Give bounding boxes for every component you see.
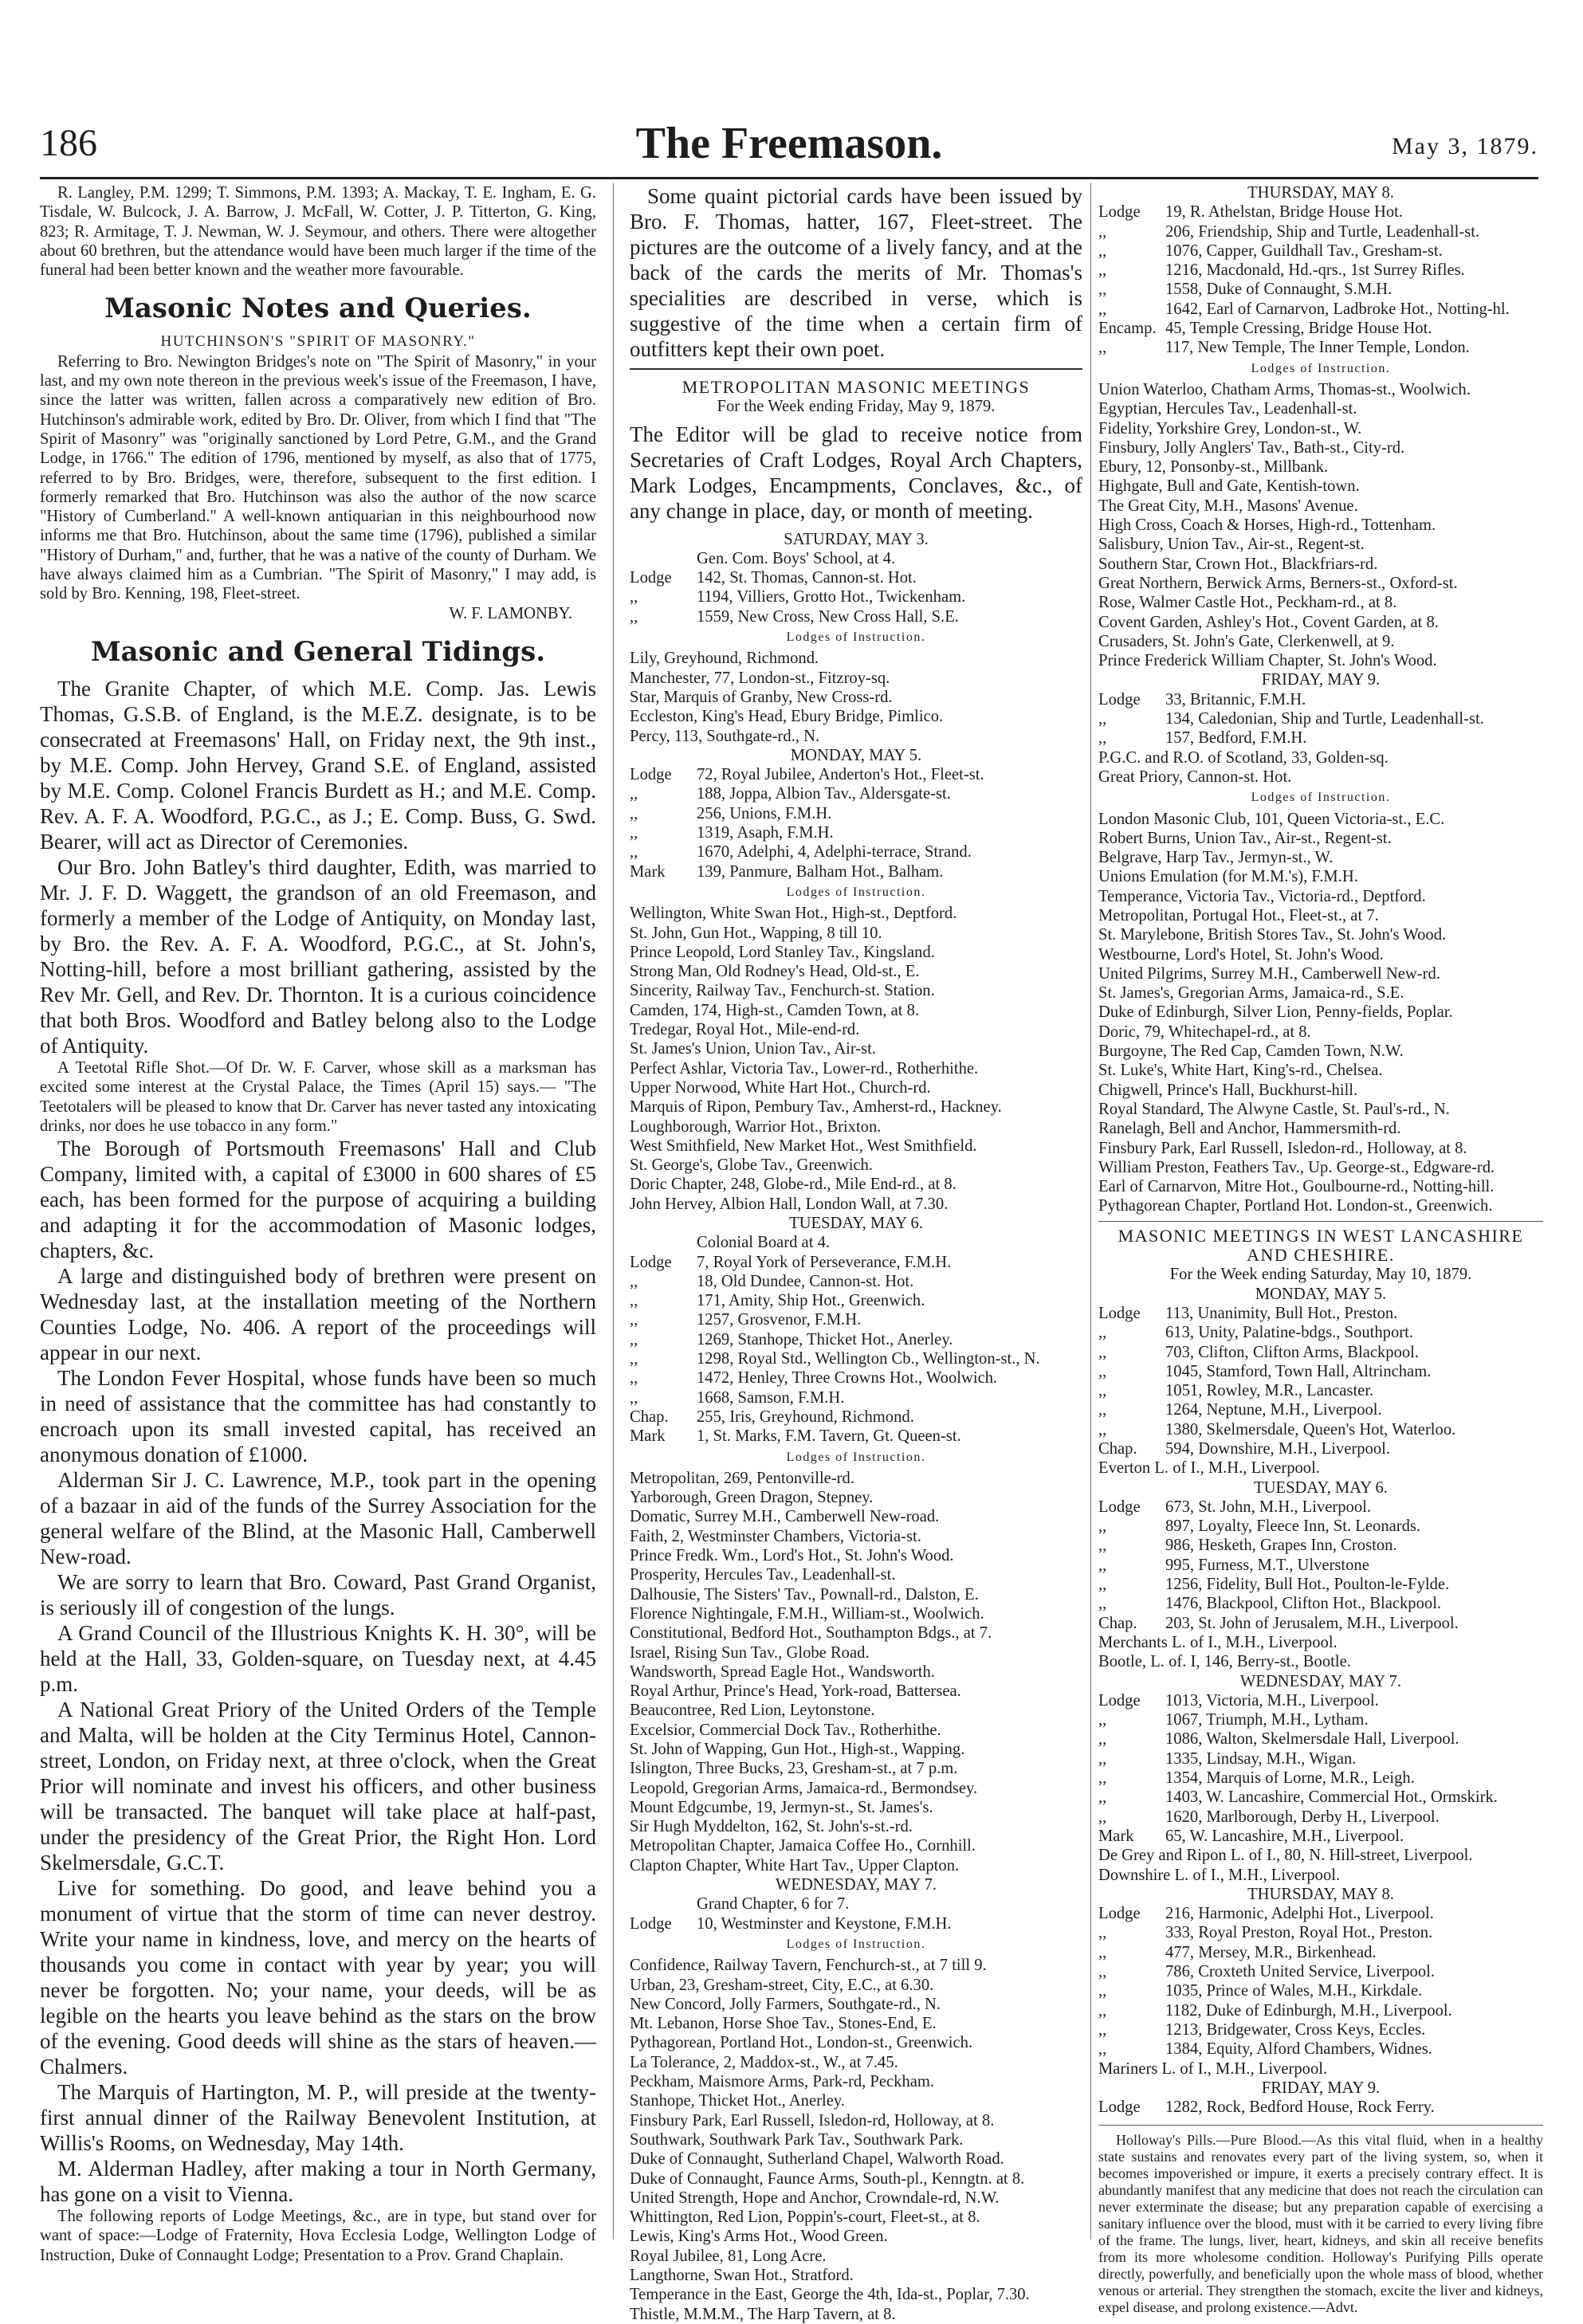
instruction-line: Marquis of Ripon, Pembury Tav., Amherst-rd., Hackney. — [630, 1098, 1002, 1117]
meeting-line: ,, 1257, Grosvenor, F.M.H. — [630, 1311, 862, 1329]
meeting-line: Mark 1, St. Marks, F.M. Tavern, Gt. Queen-st. — [630, 1427, 961, 1446]
instruction-line: Langthorne, Swan Hot., Stratford. — [630, 2267, 854, 2285]
meeting-line: ,, 171, Amity, Ship Hot., Greenwich. — [630, 1292, 925, 1310]
instruction-line: Stanhope, Thicket Hot., Anerley. — [630, 2092, 845, 2110]
meeting-line: ,, 477, Mersey, M.R., Birkenhead. — [1098, 1943, 1377, 1961]
meeting-line: Gen. Com. Boys' School, at 4. — [697, 549, 896, 567]
instruction-line: Metropolitan Chapter, Jamaica Coffee Ho., Cornhill. — [630, 1837, 976, 1855]
instruction-line: Southwark, Southwark Park Tav., Southwark Park. — [630, 2130, 964, 2149]
instruction-line: Crusaders, St. John's Gate, Clerkenwell, at 9. — [1098, 632, 1395, 650]
instruction-line: Finsbury, Jolly Anglers' Tav., Bath-st., City-rd. — [1098, 438, 1405, 457]
instruction-line: Perfect Ashlar, Victoria Tav., Lower-rd., Rotherhithe. — [630, 1059, 979, 1078]
instruction-line: William Preston, Feathers Tav., Up. George-st., Edgware-rd. — [1098, 1158, 1495, 1176]
meeting-line: ,, 1045, Stamford, Town Hall, Altrincham. — [1098, 1362, 1432, 1380]
meeting-line: ,, 786, Croxteth United Service, Liverpool. — [1098, 1963, 1436, 1981]
instruction-line: Earl of Carnarvon, Mitre Hot., Goulbourne-rd., Notting-hill. — [1098, 1178, 1495, 1196]
instruction-line: Covent Garden, Ashley's Hot., Covent Garden, at 8. — [1098, 613, 1439, 631]
article-heading-hutchinson: HUTCHINSON'S "SPIRIT OF MASONRY." — [160, 333, 476, 351]
meeting-line: ,, 157, Bedford, F.M.H. — [1098, 729, 1307, 748]
instruction-line: Ranelagh, Bell and Anchor, Hammersmith-rd. — [1098, 1120, 1401, 1138]
lancashire-meetings-heading: MASONIC MEETINGS IN WEST LANCASHIRE AND CHESHIRE. — [1118, 1225, 1524, 1266]
meeting-line: ,, 1670, Adelphi, 4, Adelphi-terrace, Strand. — [630, 843, 972, 862]
instruction-line: Lewis, King's Arms Hot., Wood Green. — [630, 2228, 888, 2246]
instruction-line: Finsbury Park, Earl Russell, Isledon-rd, Holloway, at 8. — [630, 2111, 995, 2130]
meeting-line: Merchants L. of I., M.H., Liverpool. — [1098, 1633, 1337, 1651]
news-item: M. Alderman Hadley, after making a tour in North Germany, has gone on a visit to Vienna. — [40, 2157, 596, 2207]
instruction-line: Duke of Edinburgh, Silver Lion, Penny-fields, Poplar. — [1098, 1003, 1453, 1022]
news-item: The Granite Chapter, of which M.E. Comp. Jas. Lewis Thomas, G.S.B. of England, is the M.E.Z. designate, is to be consecrated at Freemasons' Hall, on Friday next, the 9th inst., by M.E. Comp. John Hervey, Grand S.E. of England, assisted by M.E. Comp. Colonel Francis Burdett as H.; and M.E. Comp. Rev. A. F. A. Woodford, P.G.C., as J.; E. Comp. Buss, G. Swd. Bearer, will act as Director of Ceremonies. — [40, 676, 596, 854]
instruction-line: New Concord, Jolly Farmers, Southgate-rd., N. — [630, 1995, 941, 2013]
meeting-line: ,, 1216, Macdonald, Hd.-qrs., 1st Surrey Rifles. — [1098, 261, 1465, 280]
day-heading: FRIDAY, MAY 9. — [1261, 2079, 1381, 2097]
meeting-line: Great Priory, Cannon-st. Hot. — [1098, 767, 1292, 786]
meeting-line: Encamp. 45, Temple Cressing, Bridge House Hot. — [1098, 320, 1432, 338]
news-item: Our Bro. John Batley's third daughter, Edith, was married to Mr. J. F. D. Waggett, the grandson of an old Freemason, and formerly a member of the Lodge of Antiquity, on Monday last, by Bro. the Rev. A. F. A. Woodford, P.G.C., at St. John's, Notting-hill, before a most brilliant gathering, assisted by the Rev Mr. Gell, and Rev. Dr. Thornton. It is a curious coincidence that both Bros. Woodford and Batley belong also to the Lodge of Antiquity. — [40, 854, 596, 1058]
meeting-line: ,, 1269, Stanhope, Thicket Hot., Anerley. — [630, 1330, 953, 1348]
meeting-line: Chap. 594, Downshire, M.H., Liverpool. — [1098, 1440, 1390, 1458]
instruction-line: Southern Star, Crown Hot., Blackfriars-rd. — [1098, 555, 1378, 573]
instruction-line: Faith, 2, Westminster Chambers, Victoria-st. — [630, 1527, 921, 1545]
instruction-line: Prince Frederick William Chapter, St. John's Wood. — [1098, 652, 1437, 670]
instruction-line: Finsbury Park, Earl Russell, Isledon-rd., Holloway, at 8. — [1098, 1139, 1467, 1157]
meeting-line: ,, 986, Hesketh, Grapes Inn, Croston. — [1098, 1537, 1397, 1555]
instruction-line: Robert Burns, Union Tav., Air-st., Regent-st. — [1098, 829, 1392, 847]
instruction-subheading: Lodges of Instruction. — [786, 885, 926, 899]
meeting-line: ,, 117, New Temple, The Inner Temple, London. — [1098, 339, 1470, 357]
meeting-line: ,, 18, Old Dundee, Cannon-st. Hot. — [630, 1272, 914, 1290]
instruction-line: Domatic, Surrey M.H., Camberwell New-road. — [630, 1508, 940, 1526]
instruction-line: Doric Chapter, 248, Globe-rd., Mile End-rd., at 8. — [630, 1176, 956, 1194]
meeting-line: ,, 256, Unions, F.M.H. — [630, 804, 832, 822]
article-signature: W. F. LAMONBY. — [449, 604, 572, 622]
meeting-line: ,, 1051, Rowley, M.R., Lancaster. — [1098, 1382, 1374, 1400]
news-item: The London Fever Hospital, whose funds have been so much in need of assistance that the committee has had constantly to encroach upon its small invested capital, has received an anonymous donation of £1000. — [40, 1366, 596, 1467]
instruction-line: Wandsworth, Spread Eagle Hot., Wandsworth. — [630, 1663, 935, 1681]
instruction-line: Prosperity, Hercules Tav., Leadenhall-st. — [630, 1566, 896, 1584]
meeting-line: ,, 206, Friendship, Ship and Turtle, Leadenhall-st. — [1098, 222, 1480, 241]
meeting-line: ,, 1335, Lindsay, M.H., Wigan. — [1098, 1749, 1357, 1768]
column-right — [1098, 183, 1543, 2316]
header-rule — [40, 177, 1538, 179]
meeting-line: Bootle, L. of. I, 146, Berry-st., Bootle. — [1098, 1653, 1351, 1671]
holloway-pills-advert: Holloway's Pills.—Pure Blood.—As this vital fluid, when in a healthy state sustains and renovates every part of the living system, so, when it becomes impoverished or impure, it exerts a precisely contrary effect. It is abundantly manifest that any medicine that does not reach the circulation can never exterminate the disease; but any preparation capable of exercising a sanitary influence over the blood, must with it be carried to every living fibre of the frame. The lungs, liver, heart, kidneys, and skin all receive benefits from its more wholesome condition. Holloway's Purifying Pills operate directly, powerfully, and beneficially upon the whole mass of blood, whether venous or arterial. They strengthen the stomach, excite the liver and kidneys, expel disease, and prolong existence.—Advt. — [1098, 2132, 1543, 2316]
instruction-line: Yarborough, Green Dragon, Stepney. — [630, 1489, 874, 1507]
instruction-line: Prince Leopold, Lord Stanley Tav., Kingsland. — [630, 943, 935, 961]
page-header — [40, 120, 1538, 174]
editor-notice: The Editor will be glad to receive notice from Secretaries of Craft Lodges, Royal Arch Chapters, Mark Lodges, Encampments, Conclaves, &c., of any change in place, day, or month of meeting. — [630, 422, 1082, 523]
instruction-line: Prince Fredk. Wm., Lord's Hot., St. John's Wood. — [630, 1547, 954, 1565]
meeting-line: Downshire L. of I., M.H., Liverpool. — [1098, 1866, 1341, 1884]
instruction-line: Mt. Lebanon, Horse Shoe Tav., Stones-End, E. — [630, 2015, 937, 2033]
instruction-line: St. George's, Globe Tav., Greenwich. — [630, 1156, 874, 1175]
instruction-line: Chigwell, Prince's Hall, Buckhurst-hill. — [1098, 1081, 1358, 1099]
meeting-line: ,, 1558, Duke of Connaught, S.M.H. — [1098, 281, 1392, 299]
meeting-line: ,, 134, Caledonian, Ship and Turtle, Leadenhall-st. — [1098, 710, 1484, 728]
masthead-title: The Freemason. — [635, 119, 943, 168]
meeting-line: ,, 1620, Marlborough, Derby H., Liverpool. — [1098, 1808, 1440, 1826]
meeting-line: Lodge 216, Harmonic, Adelphi Hot., Liverpool. — [1098, 1905, 1434, 1923]
meeting-line: Lodge 10, Westminster and Keystone, F.M.H. — [630, 1914, 952, 1933]
day-heading: TUESDAY, MAY 6. — [789, 1214, 923, 1232]
instruction-line: Royal Standard, The Alwyne Castle, St. Paul's-rd., N. — [1098, 1100, 1450, 1118]
meeting-line: Everton L. of I., M.H., Liverpool. — [1098, 1459, 1320, 1478]
meeting-line: Mariners L. of I., M.H., Liverpool. — [1098, 2059, 1328, 2078]
section-heading-notes-queries: Masonic Notes and Queries. — [104, 292, 532, 325]
instruction-line: Leopold, Gregorian Arms, Jamaica-rd., Bermondsey. — [630, 1779, 978, 1797]
news-item: Alderman Sir J. C. Lawrence, M.P., took part in the opening of a bazaar in aid of the funds of the Surrey Association for the general welfare of the Blind, at the Masonic Hall, Camberwell New-road. — [40, 1468, 596, 1569]
instruction-line: Dalhousie, The Sisters' Tav., Pownall-rd., Dalston, E. — [630, 1585, 979, 1604]
pictorial-cards-paragraph: Some quaint pictorial cards have been issued by Bro. F. Thomas, hatter, 167, Fleet-street. The pictures are the outcome of a lively fancy, and at the back of the cards the merits of Mr. Thomas's specialities are described in verse, which is suggestive of the time when a certain firm of outfitters kept their own poet. — [630, 184, 1082, 361]
instruction-line: St. Luke's, White Hart, King's-rd., Chelsea. — [1098, 1062, 1383, 1080]
section-rule — [1098, 1221, 1543, 1222]
section-heading-general-tidings: Masonic and General Tidings. — [90, 635, 546, 668]
meeting-line: ,, 1086, Walton, Skelmersdale Hall, Liverpool. — [1098, 1730, 1459, 1749]
meeting-line: ,, 1403, W. Lancashire, Commercial Hot., Ormskirk. — [1098, 1788, 1498, 1807]
instruction-line: Burgoyne, The Red Cap, Camden Town, N.W. — [1098, 1042, 1404, 1061]
meeting-line: Lodge 7, Royal York of Perseverance, F.M.H. — [630, 1253, 952, 1271]
meeting-line: ,, 613, Unity, Palatine-bdgs., Southport. — [1098, 1324, 1413, 1342]
instruction-line: Constitutional, Bedford Hot., Southampton Bdgs., at 7. — [630, 1624, 992, 1643]
instruction-line: Beaucontree, Red Lion, Leytonstone. — [630, 1702, 875, 1720]
meeting-line: Colonial Board at 4. — [697, 1234, 831, 1252]
meeting-line: ,, 1476, Blackpool, Clifton Hot., Blackpool. — [1098, 1595, 1442, 1613]
column-middle — [630, 183, 1082, 2323]
news-item: We are sorry to learn that Bro. Coward, Past Grand Organist, is seriously ill of congestion of the lungs. — [40, 1570, 596, 1620]
meeting-line: ,, 1194, Villiers, Grotto Hot., Twickenham. — [630, 588, 966, 607]
meeting-line: ,, 703, Clifton, Clifton Arms, Blackpool. — [1098, 1343, 1420, 1361]
instruction-line: Temperance, Victoria Tav., Victoria-rd., Deptford. — [1098, 887, 1426, 905]
day-heading: WEDNESDAY, MAY 7. — [1239, 1672, 1402, 1690]
news-item: A large and distinguished body of brethren were present on Wednesday last, at the installation meeting of the Northern Counties Lodge, No. 406. A report of the proceedings will appear in our next. — [40, 1264, 596, 1365]
meeting-line: ,, 1319, Asaph, F.M.H. — [630, 824, 834, 842]
section-rule — [630, 368, 1082, 370]
instruction-line: Whittington, Red Lion, Poppin's-court, Fleet-st., at 8. — [630, 2208, 980, 2227]
instruction-line: Israel, Rising Sun Tav., Globe Road. — [630, 1643, 870, 1662]
meeting-line: P.G.C. and R.O. of Scotland, 33, Golden-sq. — [1098, 748, 1389, 767]
instruction-line: St. James's Union, Union Tav., Air-st. — [630, 1040, 877, 1058]
meeting-line: De Grey and Ripon L. of I., 80, N. Hill-street, Liverpool. — [1098, 1847, 1473, 1865]
meeting-line: Lodge 673, St. John, M.H., Liverpool. — [1098, 1498, 1371, 1516]
instruction-line: Lily, Greyhound, Richmond. — [630, 650, 819, 668]
instruction-line: Upper Norwood, White Hart Hot., Church-rd. — [630, 1078, 931, 1097]
meeting-line: ,, 333, Royal Preston, Royal Hot., Preston. — [1098, 1924, 1433, 1942]
meeting-line: ,, 995, Furness, M.T., Ulverstone — [1098, 1556, 1369, 1574]
instruction-line: Unions Emulation (for M.M.'s), F.M.H. — [1098, 868, 1358, 886]
instruction-line: Royal Jubilee, 81, Long Acre. — [630, 2247, 827, 2265]
metropolitan-meetings-heading: METROPOLITAN MASONIC MEETINGS — [682, 377, 1031, 397]
day-heading: MONDAY, MAY 5. — [1255, 1285, 1387, 1303]
instruction-line: Confidence, Railway Tavern, Fenchurch-st., at 7 till 9. — [630, 1957, 987, 1975]
article-body-hutchinson: Referring to Bro. Newington Bridges's note on "The Spirit of Masonry," in your last, and my own note thereon in the previous week's issue of the Freemason, I have, since the latter was written, fallen across a comparatively new edition of Bro. Hutchinson's admirable work, edited by Bro. Dr. Oliver, from which I find that "The Spirit of Masonry" was "originally sanctioned by Lord Petre, G.M., and the Grand Lodge, in 1766." The edition of 1796, mentioned by myself, as also that of 1775, referred to by Bro. Bridges, were, therefore, subsequent to the first edition. I formerly remarked that Bro. Hutchinson was also the author of the now scarce "History of Cumberland." A well-known antiquarian in this neighbourhood now informs me that Bro. Hutchinson, about the same time (1796), published a similar "History of Durham," and, further, that he was a native of the county of Durham. We have always claimed him as a Cumbrian. "The Spirit of Masonry," I may add, is sold by Bro. Kenning, 198, Fleet-street. — [40, 352, 596, 603]
instruction-line: High Cross, Coach & Horses, High-rd., Tottenham. — [1098, 516, 1436, 535]
instruction-line: Strong Man, Old Rodney's Head, Old-st., E. — [630, 963, 920, 981]
instruction-line: Duke of Connaught, Sutherland Chapel, Walworth Road. — [630, 2150, 1004, 2169]
news-item: The Borough of Portsmouth Freemasons' Hall and Club Company, limited with, a capital of £3000 in 600 shares of £5 each, has been formed for the purpose of acquiring a building and adapting it for the accommodation of Masonic lodges, chapters, &c. — [40, 1136, 596, 1263]
news-item: A Teetotal Rifle Shot.—Of Dr. W. F. Carver, whose skill as a marksman has excited some interest at the Crystal Palace, the Times (April 15) says.— "The Teetotalers will be pleased to know that Dr. Carver has never tasted any intoxicating drinks, nor does he use tobacco in any form." — [40, 1058, 596, 1135]
instruction-line: Pythagorean Chapter, Portland Hot. London-st., Greenwich. — [1098, 1197, 1493, 1215]
meeting-line: ,, 1264, Neptune, M.H., Liverpool. — [1098, 1401, 1382, 1419]
instruction-line: Camden, 174, High-st., Camden Town, at 8. — [630, 1001, 920, 1019]
meeting-line: Chap. 255, Iris, Greyhound, Richmond. — [630, 1407, 914, 1426]
instruction-line: Tredegar, Royal Hot., Mile-end-rd. — [630, 1021, 860, 1039]
section-rule — [1098, 2125, 1543, 2126]
meeting-line: ,, 1472, Henley, Three Crowns Hot., Woolwich. — [630, 1369, 998, 1388]
meeting-line: ,, 1182, Duke of Edinburgh, M.H., Liverpool. — [1098, 2001, 1452, 2020]
instruction-subheading: Lodges of Instruction. — [786, 1937, 926, 1951]
news-item: Live for something. Do good, and leave behind you a monument of virtue that the storm of time can never destroy. Write your name in kindness, love, and mercy on the hearts of thousands you come in contact with year by year; you will never be forgotten. No; your name, your deeds, will be as legible on the hearts you leave behind as the stars on the brow of the evening. Good deeds will shine as the stars of heaven.—Chalmers. — [40, 1876, 596, 2079]
meeting-line: ,, 1256, Fidelity, Bull Hot., Poulton-le-Fylde. — [1098, 1576, 1450, 1594]
instruction-line: Sir Hugh Myddelton, 162, St. John's-st.-rd. — [630, 1818, 913, 1836]
instruction-line: Royal Arthur, Prince's Head, York-road, Battersea. — [630, 1682, 961, 1701]
instruction-line: St. James's, Gregorian Arms, Jamaica-rd., S.E. — [1098, 984, 1404, 1003]
meeting-line: ,, 1354, Marquis of Lorne, M.R., Leigh. — [1098, 1769, 1415, 1788]
instruction-line: St. John, Gun Hot., Wapping, 8 till 10. — [630, 924, 882, 942]
instruction-line: Fidelity, Yorkshire Grey, London-st., W. — [1098, 419, 1362, 438]
instruction-line: Florence Nightingale, F.M.H., William-st., Woolwich. — [630, 1604, 984, 1623]
meeting-line: ,, 1642, Earl of Carnarvon, Ladbroke Hot., Notting-hl. — [1098, 300, 1510, 318]
news-item: The Marquis of Hartington, M. P., will preside at the twenty-first annual dinner of the Railway Benevolent Institution, at Willis's Rooms, on Wednesday, May 14th. — [40, 2080, 596, 2156]
column-divider — [1090, 183, 1091, 2240]
lancashire-meetings-subheading: For the Week ending Saturday, May 10, 1879. — [1169, 1266, 1472, 1284]
meeting-line: Lodge 72, Royal Jubilee, Anderton's Hot., Fleet-st. — [630, 766, 984, 784]
day-heading: FRIDAY, MAY 9. — [1261, 671, 1381, 689]
instruction-line: Salisbury, Union Tav., Air-st., Regent-st. — [1098, 536, 1365, 554]
instruction-line: Urban, 23, Gresham-street, City, E.C., at 6.30. — [630, 1976, 934, 1994]
instruction-line: Egyptian, Hercules Tav., Leadenhall-st. — [1098, 400, 1357, 418]
meeting-line: ,, 1668, Samson, F.M.H. — [630, 1388, 845, 1407]
issue-date: May 3, 1879. — [1392, 133, 1538, 159]
meeting-line: ,, 1067, Triumph, M.H., Lytham. — [1098, 1711, 1369, 1729]
instruction-line: John Hervey, Albion Hall, London Wall, at 7.30. — [630, 1195, 949, 1213]
day-heading: TUESDAY, MAY 6. — [1254, 1478, 1388, 1497]
news-item: A Grand Council of the Illustrious Knights K. H. 30°, will be held at the Hall, 33, Golden-square, on Tuesday next, at 4.45 p.m. — [40, 1621, 596, 1697]
column-divider — [613, 183, 614, 2240]
meeting-line: Lodge 113, Unanimity, Bull Hot., Preston. — [1098, 1304, 1398, 1322]
instruction-line: Duke of Connaught, Faunce Arms, South-pl., Kenngtn. at 8. — [630, 2169, 1025, 2188]
instruction-line: Doric, 79, Whitechapel-rd., at 8. — [1098, 1023, 1311, 1041]
instruction-line: Belgrave, Harp Tav., Jermyn-st., W. — [1098, 849, 1334, 867]
instruction-line: Wellington, White Swan Hot., High-st., Deptford. — [630, 905, 957, 923]
instruction-line: Star, Marquis of Granby, New Cross-rd. — [630, 688, 893, 706]
instruction-line: Great Northern, Berwick Arms, Berners-st., Oxford-st. — [1098, 574, 1458, 592]
news-item: The following reports of Lodge Meetings, &c., are in type, but stand over for want of space:—Lodge of Fraternity, Hova Ecclesia Lodge, Wellington Lodge of Instruction, Duke of Connaught Lodge; Presentation to a Prov. Grand Chaplain. — [40, 2208, 596, 2264]
instruction-line: Sincerity, Railway Tav., Fenchurch-st. Station. — [630, 982, 935, 1000]
instruction-line: St. Marylebone, British Stores Tav., St. John's Wood. — [1098, 926, 1447, 944]
meeting-line: Chap. 203, St. John of Jerusalem, M.H., Liverpool. — [1098, 1614, 1459, 1632]
instruction-line: Rose, Walmer Castle Hot., Peckham-rd., at 8. — [1098, 594, 1397, 612]
meeting-line: ,, 1298, Royal Std., Wellington Cb., Wellington-st., N. — [630, 1350, 1040, 1368]
meeting-line: Mark 139, Panmure, Balham Hot., Balham. — [630, 862, 944, 881]
column-left — [40, 183, 596, 2264]
day-heading: THURSDAY, MAY 8. — [1247, 1885, 1394, 1903]
meeting-line: Lodge 1013, Victoria, M.H., Liverpool. — [1098, 1691, 1379, 1710]
meeting-line: Mark 65, W. Lancashire, M.H., Liverpool. — [1098, 1827, 1404, 1845]
meeting-line: ,, 1384, Equity, Alford Chambers, Widnes. — [1098, 2040, 1432, 2059]
meeting-line: ,, 1213, Bridgewater, Cross Keys, Eccles. — [1098, 2020, 1426, 2039]
instruction-line: The Great City, M.H., Masons' Avenue. — [1098, 497, 1358, 515]
instruction-line: Loughborough, Warrior Hot., Brixton. — [630, 1117, 882, 1136]
instruction-line: United Pilgrims, Surrey M.H., Camberwell New-rd. — [1098, 964, 1440, 983]
instruction-line: Mount Edgcumbe, 19, Jermyn-st., St. James's. — [630, 1798, 933, 1816]
meeting-line: Lodge 33, Britannic, F.M.H. — [1098, 690, 1306, 709]
day-heading: SATURDAY, MAY 3. — [784, 530, 929, 548]
instruction-line: Temperance in the East, George the 4th, Ida-st., Poplar, 7.30. — [630, 2286, 1030, 2304]
meeting-line: ,, 1035, Prince of Wales, M.H., Kirkdale. — [1098, 1982, 1423, 2000]
meeting-line: Grand Chapter, 6 for 7. — [697, 1895, 850, 1914]
instruction-line: Pythagorean, Portland Hot., London-st., Greenwich. — [630, 2034, 973, 2052]
instruction-line: Eccleston, King's Head, Ebury Bridge, Pimlico. — [630, 708, 944, 726]
instruction-line: Peckham, Maismore Arms, Park-rd, Peckham. — [630, 2073, 935, 2091]
instruction-line: Metropolitan, Portugal Hot., Fleet-st., at 7. — [1098, 906, 1379, 924]
instruction-line: London Masonic Club, 101, Queen Victoria-st., E.C. — [1098, 810, 1445, 828]
instruction-subheading: Lodges of Instruction. — [1251, 361, 1391, 375]
instruction-line: West Smithfield, New Market Hot., West Smithfield. — [630, 1136, 977, 1155]
instruction-line: Highgate, Bull and Gate, Kentish-town. — [1098, 477, 1360, 496]
meeting-line: ,, 1380, Skelmersdale, Queen's Hot, Waterloo. — [1098, 1420, 1456, 1439]
meeting-line: ,, 1559, New Cross, New Cross Hall, S.E. — [630, 607, 959, 626]
instruction-line: Clapton Chapter, White Hart Tav., Upper Clapton. — [630, 1856, 960, 1875]
instruction-line: Metropolitan, 269, Pentonville-rd. — [630, 1469, 854, 1487]
meeting-line: ,, 188, Joppa, Albion Tav., Aldersgate-st. — [630, 785, 951, 803]
meeting-line: Lodge 142, St. Thomas, Cannon-st. Hot. — [630, 569, 917, 587]
instruction-subheading: Lodges of Instruction. — [786, 630, 926, 645]
meeting-line: ,, 897, Loyalty, Fleece Inn, St. Leonards. — [1098, 1517, 1421, 1536]
instruction-line: Manchester, 77, London-st., Fitzroy-sq. — [630, 669, 890, 687]
instruction-line: St. John of Wapping, Gun Hot., High-st., Wapping. — [630, 1741, 965, 1758]
news-item: A National Great Priory of the United Orders of the Temple and Malta, will be holden at the City Terminus Hotel, Cannon-street, London, on Friday next, at three o'clock, when the Great Prior will nominate and invest his officers, and other business will be transacted. The banquet will take place at half-past, under the presidency of the Great Prior, the Right Hon. Lord Skelmersdale, G.C.T. — [40, 1698, 596, 1875]
instruction-line: Ebury, 12, Ponsonby-st., Millbank. — [1098, 458, 1329, 477]
day-heading: WEDNESDAY, MAY 7. — [775, 1876, 937, 1894]
meeting-line: Lodge 19, R. Athelstan, Bridge House Hot. — [1098, 203, 1404, 222]
instruction-line: Islington, Three Bucks, 23, Gresham-st., at 7 p.m. — [630, 1760, 958, 1778]
instruction-line: Percy, 113, Southgate-rd., N. — [630, 727, 820, 745]
meeting-line: ,, 1076, Capper, Guildhall Tav., Gresham-st. — [1098, 241, 1443, 260]
instruction-line: Excelsior, Commercial Dock Tav., Rotherhithe. — [630, 1721, 941, 1739]
funeral-attendees-paragraph: R. Langley, P.M. 1299; T. Simmons, P.M. 1393; A. Mackay, T. E. Ingham, E. G. Tisdale, W. Bulcock, J. A. Barrow, J. McFall, W. Cotter, J. P. Titterton, G. King, 823; R. Armitage, T. J. Newman, W. J. Seymour, and others. There were altogether about 60 brethren, but the attendance would have been much larger if the time of the funeral had been better known and the weather more favourable. — [40, 184, 596, 280]
meeting-line: Lodge 1282, Rock, Bedford House, Rock Ferry. — [1098, 2098, 1435, 2117]
instruction-line: Union Waterloo, Chatham Arms, Thomas-st., Woolwich. — [1098, 380, 1471, 398]
instruction-line: Thistle, M.M.M., The Harp Tavern, at 8. — [630, 2305, 896, 2323]
instruction-subheading: Lodges of Instruction. — [786, 1450, 926, 1464]
day-heading: MONDAY, MAY 5. — [790, 746, 922, 764]
instruction-line: Westbourne, Lord's Hotel, St. John's Wood. — [1098, 945, 1384, 964]
day-heading: THURSDAY, MAY 8. — [1247, 184, 1394, 202]
page-number: 186 — [40, 122, 97, 164]
instruction-line: La Tolerance, 2, Maddox-st., W., at 7.45. — [630, 2053, 898, 2071]
instruction-line: United Strength, Hope and Anchor, Crowndale-rd, N.W. — [630, 2189, 1000, 2207]
instruction-subheading: Lodges of Instruction. — [1251, 791, 1391, 805]
metropolitan-meetings-subheading: For the Week ending Friday, May 9, 1879. — [717, 398, 996, 416]
